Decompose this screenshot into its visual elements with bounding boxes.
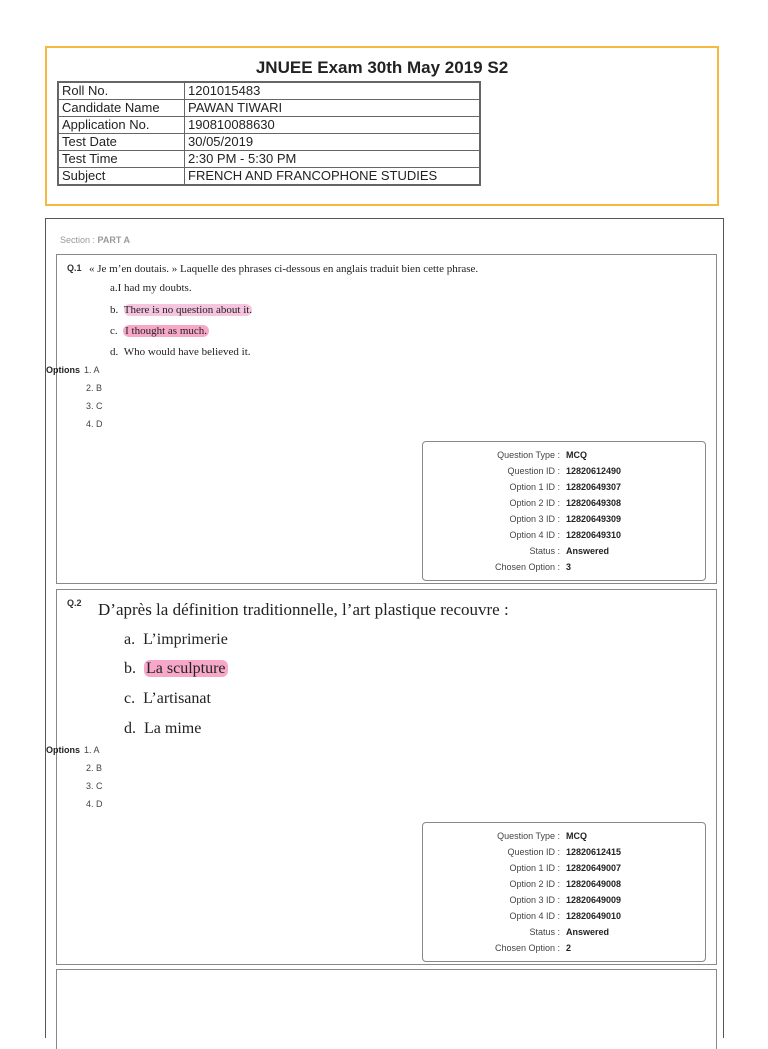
info-value: 12820612490 — [566, 466, 622, 476]
info-value: 12820649307 — [566, 482, 622, 492]
row-label: Test Time — [58, 151, 185, 168]
options-label — [46, 361, 80, 379]
info-value: 12820649308 — [566, 498, 622, 508]
option-item: 4. D — [86, 419, 103, 429]
question-number: Q.2 — [67, 598, 82, 608]
candidate-info-table — [57, 81, 481, 186]
status-value: Answered — [566, 546, 610, 556]
question-info-panel — [422, 822, 706, 962]
choice-b — [124, 660, 228, 678]
row-label: Subject — [58, 168, 185, 186]
choice-letter: c. — [110, 325, 118, 337]
question-number: Q.1 — [67, 263, 82, 273]
question-text: « Je m’en doutais. » Laquelle des phrases ci-dessous en anglais traduit bien cette phrase. — [89, 263, 479, 275]
choice-letter: b. — [110, 304, 119, 316]
choice-text: Who would have believed it. — [123, 346, 251, 358]
info-value: 12820649007 — [566, 863, 622, 873]
choice-text: La mime — [144, 720, 202, 737]
info-value: MCQ — [566, 831, 587, 841]
info-label: Chosen Option : — [494, 943, 560, 953]
table-row — [58, 100, 480, 117]
question-1-card — [46, 254, 717, 584]
info-label: Option 4 ID : — [509, 530, 560, 540]
row-value: FRENCH AND FRANCOPHONE STUDIES — [185, 168, 481, 186]
row-label: Roll No. — [58, 82, 185, 100]
chosen-option-value: 2 — [566, 943, 572, 953]
choice-letter: a. — [124, 631, 136, 648]
choice-text-highlighted: I thought as much. — [125, 325, 208, 337]
choice-text: L’imprimerie — [143, 631, 228, 648]
choice-letter: a. — [110, 282, 118, 294]
info-label: Question Type : — [497, 831, 560, 841]
info-label: Option 4 ID : — [509, 911, 560, 921]
info-label: Option 2 ID : — [509, 498, 560, 508]
option-item: 1. A — [84, 745, 100, 755]
option-item: 2. B — [86, 383, 103, 393]
info-value: 12820649309 — [566, 514, 622, 524]
choice-text: There is no question about it. — [123, 304, 253, 316]
info-label: Question ID : — [507, 466, 560, 476]
chosen-option-value: 3 — [566, 562, 572, 572]
choice-text: L’artisanat — [143, 690, 211, 707]
options-heading: Options — [46, 365, 80, 375]
info-label: Chosen Option : — [494, 562, 560, 572]
choice-letter: d. — [110, 346, 119, 358]
status-value: Answered — [566, 927, 610, 937]
table-row — [58, 117, 480, 134]
row-value: 1201015483 — [185, 82, 481, 100]
question-text: D’après la définition traditionnelle, l’art plastique recouvre : — [98, 600, 509, 619]
table-row — [58, 134, 480, 151]
info-label: Option 1 ID : — [509, 482, 560, 492]
choice-c — [110, 325, 209, 337]
info-value: 12820649310 — [566, 530, 622, 540]
row-value: 190810088630 — [185, 117, 481, 134]
choice-c — [124, 690, 211, 708]
exam-title: JNUEE Exam 30th May 2019 S2 — [255, 58, 509, 77]
options-list — [84, 741, 100, 759]
candidate-header — [45, 46, 719, 206]
info-label: Option 1 ID : — [509, 863, 560, 873]
choice-a — [110, 282, 192, 294]
option-item: 3. C — [86, 401, 103, 411]
section-label — [60, 235, 130, 245]
options-list — [84, 361, 100, 379]
info-value: 12820649008 — [566, 879, 622, 889]
question-3-card — [56, 969, 717, 1049]
info-value: MCQ — [566, 450, 587, 460]
info-value: 12820612415 — [566, 847, 622, 857]
info-label: Option 2 ID : — [509, 879, 560, 889]
row-value: 2:30 PM - 5:30 PM — [185, 151, 481, 168]
section-name: PART A — [97, 235, 131, 245]
choice-d — [110, 346, 251, 358]
table-row — [58, 151, 480, 168]
option-item: 2. B — [86, 763, 103, 773]
options-list — [86, 759, 103, 813]
row-label: Candidate Name — [58, 100, 185, 117]
info-value: 12820649010 — [566, 911, 622, 921]
row-value: 30/05/2019 — [185, 134, 481, 151]
option-item: 1. A — [84, 365, 100, 375]
response-sheet — [45, 218, 724, 1038]
info-value: 12820649009 — [566, 895, 622, 905]
info-label: Question ID : — [507, 847, 560, 857]
section-prefix: Section : — [60, 235, 98, 245]
info-label: Question Type : — [497, 450, 560, 460]
row-value: PAWAN TIWARI — [185, 100, 481, 117]
options-list — [86, 379, 103, 433]
choice-text-highlighted: La sculpture — [146, 660, 226, 677]
question-info-panel — [422, 441, 706, 581]
info-label: Status : — [529, 546, 560, 556]
choice-letter: d. — [124, 720, 136, 737]
row-label: Test Date — [58, 134, 185, 151]
question-2-card — [46, 589, 717, 965]
choice-b — [110, 304, 252, 316]
option-item: 4. D — [86, 799, 103, 809]
choice-text: I had my doubts. — [117, 282, 192, 294]
options-label — [46, 741, 80, 759]
info-label: Status : — [529, 927, 560, 937]
info-label: Option 3 ID : — [509, 514, 560, 524]
choice-a — [124, 631, 228, 649]
choice-d — [124, 720, 201, 738]
choice-letter: c. — [124, 690, 136, 707]
row-label: Application No. — [58, 117, 185, 134]
choice-letter: b. — [124, 660, 136, 677]
table-row — [58, 168, 480, 186]
option-item: 3. C — [86, 781, 103, 791]
table-row — [58, 82, 480, 100]
info-label: Option 3 ID : — [509, 895, 560, 905]
options-heading: Options — [46, 745, 80, 755]
